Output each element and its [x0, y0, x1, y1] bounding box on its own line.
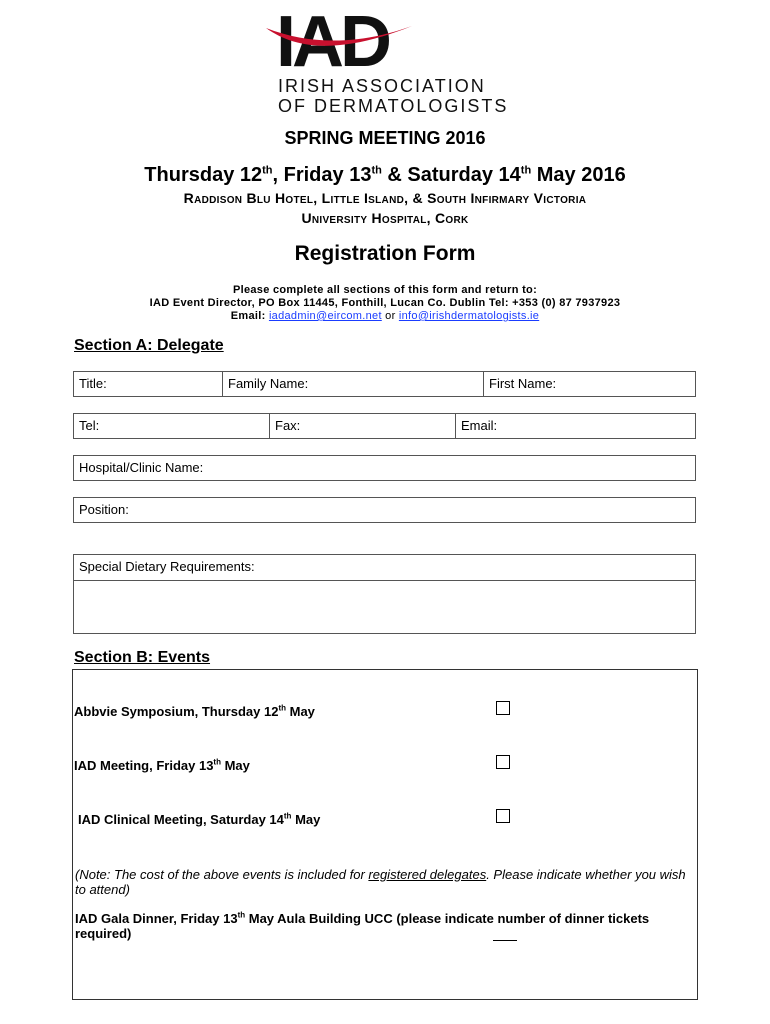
- meeting-dates: Thursday 12th, Friday 13th & Saturday 14th May 2016: [144, 164, 626, 186]
- venue-line1: Raddison Blu Hotel, Little Island, & South Infirmary Victoria: [183, 190, 587, 206]
- dietary-requirements-box[interactable]: [73, 554, 696, 634]
- meeting-title: SPRING MEETING 2016: [284, 128, 486, 148]
- email-link-iadadmin[interactable]: iadadmin@eircom.net: [268, 310, 382, 322]
- hospital-row: [73, 455, 696, 481]
- first-name-field[interactable]: First Name:: [489, 376, 557, 391]
- name-row: [73, 371, 696, 397]
- gala-ticket-count-line[interactable]: [493, 940, 517, 941]
- iad-logo: [262, 6, 512, 116]
- position-field[interactable]: Position:: [79, 502, 129, 517]
- iad-clinical-meeting-checkbox[interactable]: [496, 809, 510, 823]
- dietary-requirements-label: Special Dietary Requirements:: [74, 555, 695, 581]
- iad-meeting-checkbox[interactable]: [496, 755, 510, 769]
- venue-line2: University Hospital, Cork: [301, 210, 469, 226]
- abbvie-symposium-checkbox[interactable]: [496, 701, 510, 715]
- logo-org-line2: OF DERMATOLOGISTS: [278, 96, 509, 116]
- gala-dinner-text: IAD Gala Dinner, Friday 13th May Aula Building UCC (please indicate number of dinner tickets required): [75, 910, 650, 941]
- contact-row: [73, 413, 696, 439]
- family-name-field[interactable]: Family Name:: [223, 372, 484, 396]
- instructions-address: IAD Event Director, PO Box 11445, Fonthill, Lucan Co. Dublin Tel: +353 (0) 87 7937923: [149, 297, 621, 309]
- form-title: Registration Form: [294, 242, 476, 265]
- position-row: [73, 497, 696, 523]
- events-box: [72, 669, 698, 1000]
- title-field[interactable]: Title:: [74, 372, 223, 396]
- section-a-heading: Section A: Delegate: [74, 337, 224, 354]
- events-note: (Note: The cost of the above events is included for registered delegates. Please indicate whether you wish to attend): [75, 867, 686, 897]
- iad-logo-mark: [262, 6, 512, 76]
- section-b-heading: Section B: Events: [74, 649, 211, 666]
- fax-field[interactable]: Fax:: [270, 414, 456, 438]
- email-field[interactable]: Email:: [461, 418, 498, 433]
- registered-delegates-text: registered delegates: [368, 867, 487, 882]
- hospital-field[interactable]: Hospital/Clinic Name:: [79, 460, 204, 475]
- tel-field[interactable]: Tel:: [74, 414, 270, 438]
- instructions-email: Email: iadadmin@eircom.net or info@irishdermatologists.ie: [230, 310, 540, 322]
- instructions-line1: Please complete all sections of this form and return to:: [232, 284, 538, 296]
- event-abbvie-symposium: Abbvie Symposium, Thursday 12th May: [74, 703, 315, 719]
- event-iad-meeting: IAD Meeting, Friday 13th May: [74, 757, 250, 773]
- email-link-info[interactable]: info@irishdermatologists.ie: [398, 310, 540, 322]
- event-iad-clinical-meeting: IAD Clinical Meeting, Saturday 14th May: [78, 811, 321, 827]
- logo-org-line1: IRISH ASSOCIATION: [278, 76, 486, 96]
- logo-letters: IAD: [276, 6, 388, 76]
